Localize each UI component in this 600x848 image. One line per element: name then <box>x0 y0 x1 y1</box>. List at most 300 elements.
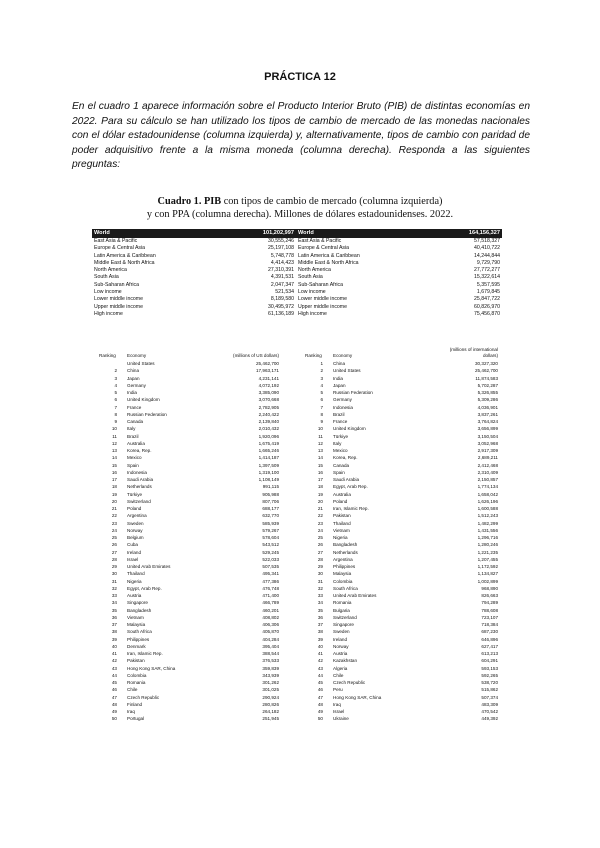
table-row <box>305 549 498 556</box>
table-row <box>99 708 279 715</box>
economy-cell: Colombia <box>127 672 147 678</box>
value-cell: 646,896 <box>481 636 498 642</box>
economy-cell: Mexico <box>127 455 142 461</box>
value-cell: 408,802 <box>262 614 279 620</box>
value-cell: 515,862 <box>481 687 498 693</box>
value-cell: 538,720 <box>481 680 498 685</box>
rank-cell: 26 <box>317 542 323 548</box>
rank-cell: 11 <box>318 433 323 439</box>
rank-cell: 40 <box>111 643 117 649</box>
economy-cell: Hong Kong SAR, China <box>127 665 176 671</box>
region-row <box>296 267 502 274</box>
rank-cell: 19 <box>317 491 323 497</box>
rank-cell: 21 <box>111 506 117 511</box>
economy-cell: Netherlands <box>333 549 358 555</box>
region-row <box>92 289 296 296</box>
value-cell: 17,963,171 <box>256 368 279 374</box>
region-name: North America <box>298 267 331 274</box>
table-row <box>305 679 498 686</box>
table-row <box>99 512 279 519</box>
economy-cell: Romania <box>333 600 352 606</box>
table-row <box>305 512 498 519</box>
region-row <box>296 311 502 318</box>
rank-cell: 45 <box>111 680 117 685</box>
value-cell: 1,221,235 <box>477 549 498 555</box>
value-cell: 627,417 <box>481 643 498 649</box>
ranking-header-value: (millions of international dollars) <box>449 347 498 358</box>
value-cell: 477,386 <box>262 578 279 584</box>
table-row <box>99 715 279 722</box>
table-row <box>99 382 279 389</box>
rank-cell: 15 <box>317 462 323 468</box>
economy-cell: Peru <box>333 687 343 693</box>
economy-cell: Australia <box>127 440 145 446</box>
rank-cell: 12 <box>317 440 323 446</box>
rank-cell: 18 <box>111 484 117 490</box>
table-row <box>99 643 279 650</box>
economy-cell: Brazil <box>127 433 139 439</box>
rank-cell: 29 <box>317 564 323 569</box>
economy-cell: Thailand <box>333 520 351 526</box>
table-row <box>99 418 279 425</box>
ranking-header-rank: Ranking <box>99 353 116 358</box>
rank-cell: 27 <box>317 549 323 555</box>
rank-cell: 41 <box>317 651 323 656</box>
economy-cell: Algeria <box>333 665 348 671</box>
table-row <box>99 433 279 440</box>
right-regions-table <box>296 229 502 318</box>
rank-cell: 48 <box>317 701 323 707</box>
value-cell: 466,789 <box>262 600 279 606</box>
value-cell: 476,748 <box>262 585 279 591</box>
economy-cell: Chile <box>127 687 138 693</box>
region-name: Upper middle income <box>94 303 144 310</box>
table-row <box>99 614 279 621</box>
rank-cell: 43 <box>111 665 117 671</box>
region-row <box>296 238 502 245</box>
rank-cell: 14 <box>111 455 117 461</box>
region-value: 27,310,391 <box>268 267 294 274</box>
table-row <box>305 636 498 643</box>
table-row <box>99 679 279 686</box>
table-row <box>305 483 498 490</box>
table-row <box>99 527 279 534</box>
table-row <box>305 715 498 722</box>
value-cell: 4,036,901 <box>477 404 498 410</box>
economy-cell: Japan <box>333 382 346 388</box>
table-row <box>305 433 498 440</box>
economy-cell: United Arab Emirates <box>333 593 377 598</box>
value-cell: 723,107 <box>481 614 498 620</box>
table-row <box>99 657 279 664</box>
economy-cell: Bangladesh <box>333 542 358 548</box>
rank-cell: 42 <box>111 658 117 664</box>
table-row <box>99 570 279 577</box>
rank-cell: 40 <box>317 643 323 649</box>
economy-cell: Egypt, Arab Rep. <box>333 484 368 490</box>
value-cell: 1,774,134 <box>477 484 498 490</box>
rank-cell: 20 <box>111 498 117 504</box>
region-value: 14,244,844 <box>474 252 500 259</box>
economy-cell: Bulgaria <box>333 607 350 613</box>
value-cell: 2,412,468 <box>477 462 498 468</box>
region-row <box>296 289 502 296</box>
table-row <box>305 447 498 454</box>
regions-header-label: World <box>298 229 314 236</box>
economy-cell: Iraq <box>127 709 135 714</box>
value-cell: 1,482,299 <box>477 520 498 526</box>
economy-cell: Cuba <box>127 542 138 548</box>
value-cell: 3,837,261 <box>477 411 498 417</box>
economy-cell: United States <box>333 368 361 374</box>
economy-cell: Türkiye <box>127 491 143 497</box>
value-cell: 460,201 <box>262 607 279 613</box>
economy-cell: United Kingdom <box>333 426 366 432</box>
table-row <box>99 665 279 672</box>
region-row <box>296 282 502 289</box>
value-cell: 1,665,246 <box>258 448 279 453</box>
rank-cell: 4 <box>320 382 323 388</box>
value-cell: 4,072,192 <box>258 382 279 388</box>
table-row <box>99 650 279 657</box>
rank-cell: 30 <box>111 571 117 577</box>
economy-cell: Poland <box>127 506 142 511</box>
table-row <box>99 585 279 592</box>
economy-cell: Canada <box>127 419 144 424</box>
region-value: 25,197,108 <box>268 245 294 252</box>
economy-cell: Italy <box>333 440 342 446</box>
region-name: South Asia <box>94 274 119 281</box>
economy-cell: India <box>333 375 343 381</box>
economy-cell: Ireland <box>333 636 348 642</box>
value-cell: 5,702,287 <box>477 382 498 388</box>
table-row <box>99 483 279 490</box>
value-cell: 2,689,211 <box>477 455 498 461</box>
rank-cell: 2 <box>320 368 323 374</box>
rank-cell: 21 <box>317 506 323 511</box>
rank-cell: 22 <box>111 513 117 519</box>
value-cell: 1,207,455 <box>477 556 498 562</box>
value-cell: 632,770 <box>262 513 279 519</box>
rank-cell: 10 <box>317 426 323 432</box>
rank-cell: 9 <box>114 419 117 424</box>
economy-cell: Iran, Islamic Rep. <box>127 651 163 656</box>
value-cell: 1,414,187 <box>258 455 279 461</box>
economy-cell: Argentina <box>127 513 147 519</box>
economy-cell: China <box>127 368 140 374</box>
rank-cell: 23 <box>317 520 323 526</box>
regions-header <box>296 229 502 238</box>
table-caption <box>0 196 600 221</box>
table-row <box>305 375 498 382</box>
economy-cell: Pakistan <box>333 513 351 519</box>
rank-cell: 43 <box>317 665 323 671</box>
value-cell: 251,945 <box>262 716 279 722</box>
economy-cell: Germany <box>333 397 352 403</box>
region-name: Middle East & North Africa <box>94 259 155 266</box>
region-name: Middle East & North Africa <box>298 259 359 266</box>
table-row <box>305 686 498 693</box>
value-cell: 343,939 <box>262 672 279 678</box>
value-cell: 3,764,824 <box>477 419 498 424</box>
table-row <box>305 367 498 374</box>
economy-cell: United Kingdom <box>127 397 160 403</box>
economy-cell: Italy <box>127 426 136 432</box>
economy-cell: Czech Republic <box>127 694 160 700</box>
economy-cell: Finland <box>127 701 143 707</box>
value-cell: 1,280,246 <box>477 542 498 548</box>
economy-cell: Indonesia <box>127 469 147 475</box>
rank-cell: 8 <box>320 411 323 417</box>
rank-cell: 35 <box>111 607 117 613</box>
economy-cell: South Africa <box>127 629 152 635</box>
ranking-header-economy: Economy <box>127 353 147 358</box>
economy-cell: Russian Federation <box>127 411 167 417</box>
table-row <box>99 462 279 469</box>
table-row <box>305 411 498 418</box>
rank-cell: 46 <box>317 687 323 693</box>
value-cell: 25,462,700 <box>475 368 498 374</box>
region-name: Sub-Saharan Africa <box>94 281 139 288</box>
economy-cell: Belgium <box>127 535 144 540</box>
rank-cell: 25 <box>317 535 323 540</box>
rank-cell: 13 <box>317 448 323 453</box>
value-cell: 1,002,899 <box>477 578 498 584</box>
value-cell: 1,600,588 <box>477 506 498 511</box>
value-cell: 578,604 <box>262 535 279 540</box>
table-row <box>305 454 498 461</box>
value-cell: 264,182 <box>262 709 279 714</box>
region-name: High income <box>94 310 123 317</box>
table-row <box>99 672 279 679</box>
value-cell: 301,025 <box>262 687 279 693</box>
rank-cell: 23 <box>111 520 117 526</box>
region-row <box>296 260 502 267</box>
table-row <box>305 425 498 432</box>
region-row <box>92 245 296 252</box>
region-value: 25,847,722 <box>474 296 500 303</box>
region-name: Low income <box>94 289 122 296</box>
rank-cell: 4 <box>114 382 117 388</box>
table-row <box>305 657 498 664</box>
economy-cell: Singapore <box>127 600 148 606</box>
rank-cell: 41 <box>111 651 117 656</box>
ranking-header-value: (millions of US dollars) <box>233 352 279 358</box>
rank-cell: 7 <box>320 404 323 410</box>
value-cell: 449,392 <box>481 716 498 722</box>
value-cell: 2,310,409 <box>477 469 498 475</box>
rank-cell: 36 <box>317 614 323 620</box>
economy-cell: Korea, Rep. <box>127 448 152 453</box>
region-row <box>92 260 296 267</box>
region-name: Sub-Saharan Africa <box>298 281 343 288</box>
value-cell: 794,289 <box>481 600 498 606</box>
rank-cell: 34 <box>111 600 117 606</box>
table-row <box>305 607 498 614</box>
rank-cell: 27 <box>111 549 117 555</box>
economy-cell: China <box>333 361 346 366</box>
economy-cell: Egypt, Arab Rep. <box>127 585 162 591</box>
region-value: 57,518,327 <box>474 238 500 244</box>
value-cell: 1,626,196 <box>477 498 498 504</box>
value-cell: 905,988 <box>262 491 279 497</box>
value-cell: 1,134,827 <box>477 571 498 577</box>
economy-cell: Philippines <box>127 636 150 642</box>
rank-cell: 49 <box>317 709 323 714</box>
table-row <box>99 599 279 606</box>
table-row <box>305 614 498 621</box>
table-row <box>305 382 498 389</box>
economy-cell: United States <box>127 361 155 366</box>
economy-cell: Singapore <box>333 622 354 627</box>
economy-cell: Ireland <box>127 549 142 555</box>
value-cell: 3,385,090 <box>258 390 279 395</box>
table-row <box>99 411 279 418</box>
caption-line-1 <box>0 196 600 209</box>
regions-header <box>92 229 296 238</box>
economy-cell: Mexico <box>333 448 348 453</box>
table-row <box>99 563 279 570</box>
rank-cell: 25 <box>111 535 117 540</box>
table-row <box>99 636 279 643</box>
value-cell: 718,384 <box>481 622 498 627</box>
economy-cell: Japan <box>127 375 140 381</box>
economy-cell: France <box>127 404 142 410</box>
table-row <box>99 367 279 374</box>
rank-cell: 33 <box>111 593 117 598</box>
table-row <box>305 476 498 483</box>
table-row <box>305 505 498 512</box>
rank-cell: 11 <box>112 433 117 439</box>
region-row <box>92 253 296 260</box>
economy-cell: Israel <box>127 556 139 562</box>
value-cell: 30,327,320 <box>475 361 498 366</box>
value-cell: 543,512 <box>262 542 279 548</box>
rank-cell: 38 <box>317 629 323 635</box>
table-row <box>305 498 498 505</box>
rank-cell: 35 <box>317 607 323 613</box>
economy-cell: Malaysia <box>333 571 352 577</box>
value-cell: 3,070,668 <box>258 397 279 403</box>
value-cell: 405,870 <box>262 629 279 635</box>
table-row <box>305 650 498 657</box>
region-row <box>92 274 296 281</box>
rank-cell: 49 <box>111 709 117 714</box>
ranking-header-rank: Ranking <box>305 353 322 358</box>
region-row <box>296 245 502 252</box>
economy-cell: Malaysia <box>127 622 146 627</box>
value-cell: 388,544 <box>262 651 279 656</box>
rank-cell: 32 <box>317 585 323 591</box>
region-row <box>92 282 296 289</box>
region-value: 4,414,423 <box>270 259 294 266</box>
rank-cell: 48 <box>111 701 117 707</box>
region-value: 9,729,790 <box>476 259 500 266</box>
value-cell: 1,397,509 <box>258 462 279 468</box>
value-cell: 529,245 <box>262 549 279 555</box>
economy-cell: Nigeria <box>127 578 142 584</box>
value-cell: 522,033 <box>262 556 279 562</box>
economy-cell: Switzerland <box>333 614 357 620</box>
table-row <box>305 462 498 469</box>
table-row <box>99 534 279 541</box>
value-cell: 4,231,141 <box>258 375 279 381</box>
value-cell: 2,782,905 <box>258 404 279 410</box>
rank-cell: 26 <box>111 542 117 548</box>
economy-cell: Australia <box>333 491 351 497</box>
rank-cell: 17 <box>111 477 117 482</box>
economy-cell: Thailand <box>127 571 145 577</box>
value-cell: 3,052,968 <box>477 440 498 446</box>
rank-cell: 28 <box>111 556 117 562</box>
economy-cell: Indonesia <box>333 404 353 410</box>
economy-cell: Canada <box>333 462 350 468</box>
region-name: Latin America & Caribbean <box>298 252 360 259</box>
region-row <box>92 304 296 311</box>
region-value: 521,534 <box>275 289 294 296</box>
rank-cell: 3 <box>114 375 117 381</box>
rank-cell: 39 <box>111 636 117 642</box>
rank-cell: 36 <box>111 614 117 620</box>
value-cell: 2,150,857 <box>477 477 498 482</box>
rank-cell: 16 <box>111 469 117 475</box>
table-row <box>305 592 498 599</box>
rank-cell: 15 <box>111 462 117 468</box>
table-row <box>99 404 279 411</box>
rank-cell: 5 <box>114 390 117 395</box>
region-row <box>296 274 502 281</box>
economy-cell: Türkiye <box>333 433 349 439</box>
region-name: Latin America & Caribbean <box>94 252 156 259</box>
economy-cell: Iran, Islamic Rep. <box>333 506 369 511</box>
economy-cell: Norway <box>333 643 349 649</box>
value-cell: 826,663 <box>481 593 498 598</box>
left-country-ranking <box>99 340 279 723</box>
table-row <box>305 404 498 411</box>
value-cell: 579,267 <box>262 527 279 533</box>
value-cell: 1,658,042 <box>477 491 498 497</box>
region-value: 15,322,614 <box>474 274 500 281</box>
table-row <box>99 396 279 403</box>
value-cell: 406,306 <box>262 622 279 627</box>
rank-cell: 37 <box>111 622 117 627</box>
table-row <box>99 621 279 628</box>
value-cell: 593,153 <box>481 665 498 671</box>
rank-cell: 44 <box>317 672 323 678</box>
economy-cell: Germany <box>127 382 146 388</box>
value-cell: 1,512,243 <box>477 513 498 519</box>
region-value: 5,357,595 <box>476 281 500 288</box>
ranking-header-economy: Economy <box>333 353 353 358</box>
rank-cell: 24 <box>111 527 117 533</box>
region-name: High income <box>298 310 327 317</box>
value-cell: 604,291 <box>481 658 498 664</box>
rank-cell: 12 <box>111 440 117 446</box>
table-row <box>305 396 498 403</box>
region-value: 8,189,580 <box>270 296 294 303</box>
rank-cell: 31 <box>317 578 323 584</box>
economy-cell: Chile <box>333 672 344 678</box>
rank-cell: 44 <box>111 672 117 678</box>
economy-cell: Russian Federation <box>333 390 373 395</box>
value-cell: 280,826 <box>262 701 279 707</box>
table-row <box>99 628 279 635</box>
value-cell: 592,265 <box>481 672 498 678</box>
region-row <box>92 311 296 318</box>
rank-cell: 9 <box>320 419 323 424</box>
value-cell: 807,706 <box>262 498 279 504</box>
rank-cell: 30 <box>317 571 323 577</box>
